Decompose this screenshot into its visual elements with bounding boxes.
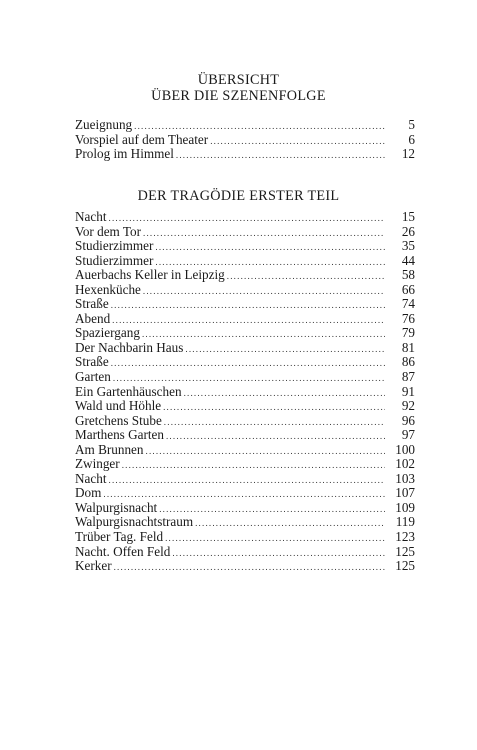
toc-entry	[75, 312, 415, 327]
toc-leader-dots	[176, 148, 385, 163]
toc-leader-dots	[111, 356, 385, 371]
toc-entry-title: Straße	[75, 354, 109, 370]
toc-entry-title: Marthens Garten	[75, 427, 164, 443]
toc-leader-dots	[159, 502, 385, 517]
toc-entry-page: 5	[408, 117, 415, 132]
toc-entry	[75, 457, 415, 472]
toc-entry-page: 76	[401, 310, 415, 326]
toc-entry	[75, 486, 415, 501]
toc-entry-title: Gretchens Stube	[75, 412, 162, 428]
toc-entry-title: Zwinger	[75, 456, 120, 472]
toc-entry-page: 66	[401, 281, 415, 297]
toc-leader-dots	[227, 269, 385, 284]
toc-leader-dots	[109, 473, 386, 488]
toc-entry-page: 96	[401, 412, 415, 428]
toc-leader-dots	[143, 284, 385, 299]
toc-leader-dots	[164, 415, 385, 430]
toc-entry-page: 109	[395, 499, 415, 515]
toc-entry-page: 79	[401, 325, 415, 341]
toc-entry-page: 15	[401, 209, 415, 224]
toc-leader-dots	[146, 444, 386, 459]
toc-entry-page: 125	[395, 543, 415, 559]
toc-entry	[75, 370, 415, 385]
toc-entry-title: Hexenküche	[75, 281, 141, 297]
overview-heading-line1: ÜBERSICHT	[197, 72, 280, 88]
toc-entry	[75, 297, 415, 312]
toc-entry-title: Garten	[75, 369, 111, 385]
toc-entry	[75, 147, 415, 162]
toc-entry	[75, 545, 415, 560]
toc-entry-page: 91	[401, 383, 415, 399]
toc-entry-title: Spaziergang	[75, 325, 140, 341]
toc-entry-title: Am Brunnen	[75, 441, 144, 457]
overview-heading-line2: ÜBER DIE SZENENFOLGE	[151, 88, 326, 104]
toc-entry	[75, 326, 415, 341]
toc-entry	[75, 341, 415, 356]
toc-entry-title: Nacht	[75, 209, 107, 224]
toc-entry-title: Wald und Höhle	[75, 398, 162, 414]
toc-leader-dots	[122, 458, 385, 473]
toc-entry-page: 44	[401, 252, 415, 268]
toc-entry	[75, 210, 415, 225]
toc-entry	[75, 472, 415, 487]
overview-heading	[0, 72, 477, 104]
toc-entry-page: 26	[401, 223, 415, 239]
toc-leader-dots	[114, 560, 385, 575]
toc-entry	[75, 268, 415, 283]
toc-entry-title: Abend	[75, 310, 111, 326]
toc-leader-dots	[109, 211, 386, 226]
toc-entry	[75, 225, 415, 240]
toc-entry-page: 58	[401, 267, 415, 283]
toc-entry	[75, 530, 415, 545]
toc-entry-page: 81	[401, 339, 415, 355]
toc-entry	[75, 399, 415, 414]
toc-entry	[75, 355, 415, 370]
toc-entry-page: 6	[408, 131, 415, 147]
toc-entry-title: Vorspiel auf dem Theater	[75, 131, 209, 147]
toc-leader-dots	[166, 429, 385, 444]
toc-entry-page: 12	[401, 146, 415, 162]
toc-entry-page: 86	[401, 354, 415, 370]
toc-leader-dots	[165, 531, 385, 546]
toc-entry-title: Trüber Tag. Feld	[75, 529, 164, 545]
toc-entry-title: Studierzimmer	[75, 252, 154, 268]
toc-entry-page: 119	[395, 514, 415, 530]
toc-entry-title: Nacht. Offen Feld	[75, 543, 171, 559]
toc-leader-dots	[163, 400, 385, 415]
toc-entry-page: 92	[401, 398, 415, 414]
toc-entry-page: 103	[395, 470, 415, 486]
toc-leader-dots	[184, 386, 385, 401]
toc-leader-dots	[143, 226, 385, 241]
part-one-heading: DER TRAGÖDIE ERSTER TEIL	[137, 188, 340, 204]
toc-entry-page: 102	[395, 456, 415, 472]
toc-entry-page: 107	[395, 485, 415, 501]
toc-entry	[75, 414, 415, 429]
toc-entry-page: 74	[401, 296, 415, 312]
toc-entry-title: Walpurgisnachtstraum	[75, 514, 194, 530]
toc-entry-title: Straße	[75, 296, 109, 312]
toc-entry-page: 97	[401, 427, 415, 443]
toc-leader-dots	[185, 342, 385, 357]
toc-entry	[75, 385, 415, 400]
toc-entry-title: Ein Gartenhäuschen	[75, 383, 182, 399]
toc-leader-dots	[112, 313, 385, 328]
toc-entry-title: Zueignung	[75, 117, 133, 132]
toc-entry-title: Dom	[75, 485, 102, 501]
toc-entry-title: Vor dem Tor	[75, 223, 141, 239]
toc-entry-title: Nacht	[75, 470, 107, 486]
toc-entry-page: 123	[395, 529, 415, 545]
overview-toc	[75, 118, 415, 162]
toc-entry-page: 87	[401, 369, 415, 385]
toc-entry	[75, 428, 415, 443]
toc-entry	[75, 501, 415, 516]
toc-entry-title: Auerbachs Keller in Leipzig	[75, 267, 225, 283]
toc-entry-title: Studierzimmer	[75, 238, 154, 254]
toc-entry-page: 35	[401, 238, 415, 254]
toc-leader-dots	[210, 134, 385, 149]
toc-entry	[75, 283, 415, 298]
toc-entry	[75, 254, 415, 269]
toc-entry	[75, 515, 415, 530]
toc-entry	[75, 118, 415, 133]
toc-entry-title: Kerker	[75, 558, 112, 574]
toc-entry-page: 125	[395, 558, 415, 574]
toc-entry-title: Prolog im Himmel	[75, 146, 174, 162]
toc-entry-title: Walpurgisnacht	[75, 499, 158, 515]
toc-entry-title: Der Nachbarin Haus	[75, 339, 184, 355]
toc-entry	[75, 443, 415, 458]
toc-entry	[75, 239, 415, 254]
toc-entry-page: 100	[395, 441, 415, 457]
part-one-toc	[75, 210, 415, 574]
toc-leader-dots	[195, 516, 385, 531]
toc-entry	[75, 559, 415, 574]
toc-leader-dots	[172, 546, 385, 561]
toc-leader-dots	[111, 298, 385, 313]
toc-leader-dots	[155, 240, 385, 255]
toc-entry	[75, 133, 415, 148]
